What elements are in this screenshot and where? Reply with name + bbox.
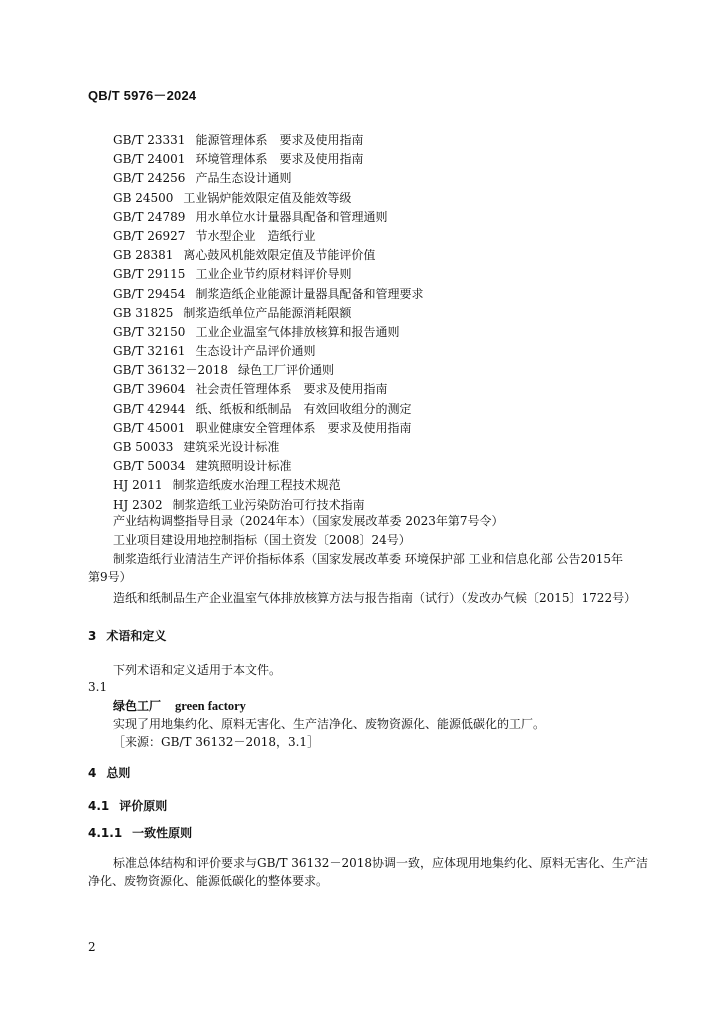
reference-code: GB 50033 [113, 440, 174, 454]
section-number: 3 [88, 629, 97, 643]
reference-item [113, 380, 693, 399]
subsection-title: 评价原则 [119, 799, 168, 813]
reference-title: 建筑照明设计标准 [195, 459, 292, 474]
reference-item [113, 323, 693, 342]
subsection-4-1-heading [88, 797, 167, 814]
standard-code: QB/T 5976－2024 [88, 88, 197, 103]
reference-code: GB 24500 [113, 190, 174, 205]
subsection-4-1-1-heading [88, 824, 192, 841]
reference-title: 社会责任管理体系 要求及使用指南 [195, 382, 388, 397]
body-paragraph-line2: 净化、废物资源化、能源低碳化的整体要求。 [88, 874, 329, 888]
section-number: 4 [88, 766, 97, 780]
reference-code: GB/T 29454 [113, 286, 186, 301]
reference-item [113, 400, 693, 419]
reference-item [113, 361, 693, 380]
reference-ghg-guide: 造纸和纸制品生产企业温室气体排放核算方法与报告指南（试行）（发改办气候〔2015〕1722号） [113, 591, 637, 605]
reference-item [113, 265, 693, 284]
reference-code: GB/T 32161 [113, 344, 186, 359]
reference-code: GB/T 45001 [113, 420, 186, 435]
term-source: ［来源：GB/T 36132－2018，3.1］ [113, 735, 320, 749]
term-entry [113, 697, 246, 714]
reference-item [113, 285, 693, 304]
reference-title: 制浆造纸单位产品能源消耗限额 [183, 305, 352, 320]
term-number: 3.1 [88, 680, 108, 694]
subsection-number: 4.1 [88, 799, 110, 813]
reference-item [113, 150, 693, 169]
reference-title: 离心鼓风机能效限定值及节能评价值 [183, 248, 376, 263]
reference-title: 能源管理体系 要求及使用指南 [195, 133, 364, 147]
reference-item [113, 438, 693, 457]
reference-code: GB/T 32150 [113, 324, 186, 339]
reference-code: GB 31825 [113, 305, 174, 320]
reference-title: 制浆造纸废水治理工程技术规范 [172, 478, 341, 493]
reference-item [113, 189, 693, 208]
term-english: green factory [175, 699, 246, 713]
reference-item [113, 342, 693, 361]
reference-code: GB/T 24001 [113, 152, 186, 167]
reference-code: GB/T 24789 [113, 209, 186, 224]
section-title: 术语和定义 [106, 629, 167, 643]
reference-code: GB/T 26927 [113, 228, 186, 243]
reference-title: 环境管理体系 要求及使用指南 [195, 152, 364, 167]
section-3-intro: 下列术语和定义适用于本文件。 [113, 663, 282, 677]
reference-title: 产品生态设计通则 [195, 171, 292, 186]
reference-code: GB/T 42944 [113, 401, 186, 416]
section-title: 总则 [106, 766, 131, 780]
reference-title: 纸、纸板和纸制品 有效回收组分的测定 [195, 401, 412, 416]
reference-code: GB/T 39604 [113, 382, 186, 397]
reference-code: GB/T 24256 [113, 171, 186, 186]
reference-item [113, 227, 693, 246]
reference-item [113, 208, 693, 227]
reference-item [113, 304, 693, 323]
reference-land-index: 工业项目建设用地控制指标（国土资发〔2008〕24号） [113, 533, 411, 547]
reference-title: 生态设计产品评价通则 [195, 344, 316, 359]
reference-title: 职业健康安全管理体系 要求及使用指南 [195, 420, 412, 435]
reference-item [113, 246, 693, 265]
reference-item [113, 131, 693, 150]
reference-title: 工业锅炉能效限定值及能效等级 [183, 190, 352, 205]
reference-title: 节水型企业 造纸行业 [195, 228, 316, 243]
reference-title: 制浆造纸工业污染防治可行技术指南 [172, 497, 365, 512]
reference-clean-production-cont: 第9号） [88, 570, 132, 584]
reference-title: 工业企业温室气体排放核算和报告通则 [195, 324, 400, 339]
body-paragraph-line1: 标准总体结构和评价要求与GB/T 36132－2018协调一致，应体现用地集约化、原料无害化、生产洁 [113, 856, 648, 870]
term-chinese: 绿色工厂 [113, 699, 162, 713]
subsection-title: 一致性原则 [132, 826, 193, 840]
reference-code: GB/T 29115 [113, 267, 186, 282]
page-number: 2 [88, 940, 96, 954]
section-4-heading [88, 764, 130, 781]
reference-code: GB/T 50034 [113, 459, 186, 474]
reference-industry-catalog: 产业结构调整指导目录（2024年本）（国家发展改革委 2023年第7号令） [113, 514, 504, 528]
subsection-number: 4.1.1 [88, 826, 123, 840]
reference-clean-production: 制浆造纸行业清洁生产评价指标体系（国家发展改革委 环境保护部 工业和信息化部 公告2015年 [113, 552, 623, 566]
section-3-heading [88, 627, 166, 644]
reference-item [113, 419, 693, 438]
reference-code: GB/T 23331 [113, 133, 186, 147]
reference-title: 工业企业节约原材料评价导则 [195, 267, 352, 282]
reference-code: GB/T 36132－2018 [113, 363, 228, 378]
reference-item [113, 169, 693, 188]
normative-reference-list [113, 131, 693, 515]
reference-title: 绿色工厂评价通则 [237, 363, 334, 378]
reference-title: 建筑采光设计标准 [183, 440, 280, 454]
reference-code: HJ 2302 [113, 497, 163, 512]
reference-code: HJ 2011 [113, 478, 163, 493]
term-definition: 实现了用地集约化、原料无害化、生产洁净化、废物资源化、能源低碳化的工厂。 [113, 717, 546, 731]
reference-title: 制浆造纸企业能源计量器具配备和管理要求 [195, 286, 424, 301]
reference-code: GB 28381 [113, 248, 174, 263]
reference-title: 用水单位水计量器具配备和管理通则 [195, 209, 388, 224]
reference-item [113, 457, 693, 476]
reference-item [113, 476, 693, 495]
